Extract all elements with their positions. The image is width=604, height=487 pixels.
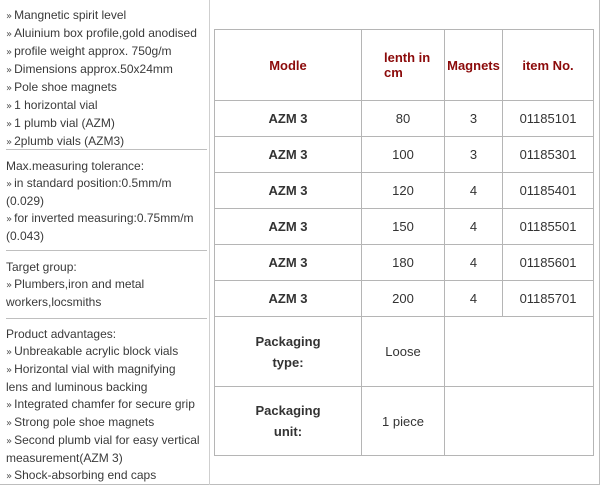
item-no-cell: 01185401 [519,183,577,198]
column-header-item-no: item No. [522,57,574,73]
bullet-icon: » [6,65,13,76]
bullet-icon: » [6,280,13,291]
model-cell: AZM 3 [215,137,362,172]
list-item: » Strong pole shoe magnets [6,415,155,429]
model-cell: AZM 3 [215,281,362,316]
bullet-icon: » [6,365,13,376]
column-header-model: Modle [215,30,362,100]
target-group-section [6,259,206,311]
magnets-cell: 4 [445,173,503,208]
list-item-continuation: workers,locsmiths [6,295,102,309]
bullet-icon: » [6,47,13,58]
list-item: » Aluinium box profile,gold anodised [6,26,197,40]
model-cell: AZM 3 [215,245,362,280]
list-item: » 2plumb vials (AZM3) [6,134,125,148]
model-cell: AZM 3 [215,101,362,136]
table-row [215,101,593,137]
list-item: » Second plumb vial for easy vertical [6,433,200,447]
list-item: » in standard position:0.5mm/m [6,176,172,190]
bullet-icon: » [6,119,13,130]
product-description-column [2,0,208,485]
packaging-unit-label: Packaging unit: [215,387,362,455]
bullet-icon: » [6,101,13,112]
table-row [215,281,593,317]
magnets-cell: 4 [445,209,503,244]
list-item-continuation: measurement(AZM 3) [6,451,123,465]
bullet-icon: » [6,29,13,40]
advantages-section [6,326,206,485]
section-divider [6,318,207,319]
section-title: Target group: [6,260,77,274]
table-row [215,137,593,173]
list-item: » Pole shoe magnets [6,80,117,94]
model-cell: AZM 3 [215,209,362,244]
section-title: Max.measuring tolerance: [6,159,145,173]
column-header-length: lenth in cm [362,30,445,100]
list-item: » Shock-absorbing end caps [6,468,157,482]
list-item: » Mangnetic spirit level [6,8,127,22]
section-divider [6,250,207,251]
list-item: » Integrated chamfer for secure grip [6,397,195,411]
packaging-type-value: Loose [362,317,445,386]
item-no-cell: 01185101 [519,111,577,126]
bullet-icon: » [6,83,13,94]
table-header-row [215,30,593,101]
list-item: » Unbreakable acrylic block vials [6,344,179,358]
list-item-continuation: (0.043) [6,229,45,243]
column-separator [209,0,210,485]
length-cell: 150 [362,209,445,244]
table-row [215,245,593,281]
length-cell: 200 [362,281,445,316]
bullet-icon: » [6,11,13,22]
packaging-type-row [215,317,593,387]
item-no-cell: 01185501 [519,219,577,234]
specification-table [214,29,594,456]
empty-cell [445,387,593,455]
empty-cell [445,317,593,386]
list-item-continuation: (0.029) [6,194,45,208]
section-divider [6,149,207,150]
bullet-icon: » [6,436,13,447]
list-item: » profile weight approx. 750g/m [6,44,172,58]
list-item: » Plumbers,iron and metal [6,277,145,291]
bullet-icon: » [6,418,13,429]
bullet-icon: » [6,347,13,358]
length-cell: 120 [362,173,445,208]
model-cell: AZM 3 [215,173,362,208]
list-item: » 1 plumb vial (AZM) [6,116,115,130]
bullet-icon: » [6,137,13,148]
length-cell: 100 [362,137,445,172]
packaging-unit-row [215,387,593,455]
magnets-cell: 4 [445,245,503,280]
bullet-icon: » [6,179,13,190]
list-item: » Horizontal vial with magnifying [6,362,176,376]
length-cell: 80 [362,101,445,136]
bullet-icon: » [6,400,13,411]
item-no-cell: 01185601 [519,255,577,270]
table-row [215,173,593,209]
packaging-type-label: Packaging type: [215,317,362,386]
magnets-cell: 4 [445,281,503,316]
section-title: Product advantages: [6,327,117,341]
magnets-cell: 3 [445,137,503,172]
table-row [215,209,593,245]
list-item: » 1 horizontal vial [6,98,98,112]
bullet-icon: » [6,471,13,482]
packaging-unit-value: 1 piece [362,387,445,455]
list-item: » Dimensions approx.50x24mm [6,62,173,76]
item-no-cell: 01185301 [519,147,577,162]
item-no-cell: 01185701 [519,291,577,306]
list-item: » for inverted measuring:0.75mm/m [6,211,194,225]
magnets-cell: 3 [445,101,503,136]
tolerance-section [6,158,206,245]
features-list [6,7,206,151]
bullet-icon: » [6,214,13,225]
length-cell: 180 [362,245,445,280]
list-item-continuation: lens and luminous backing [6,380,148,394]
column-header-magnets: Magnets [445,30,503,100]
